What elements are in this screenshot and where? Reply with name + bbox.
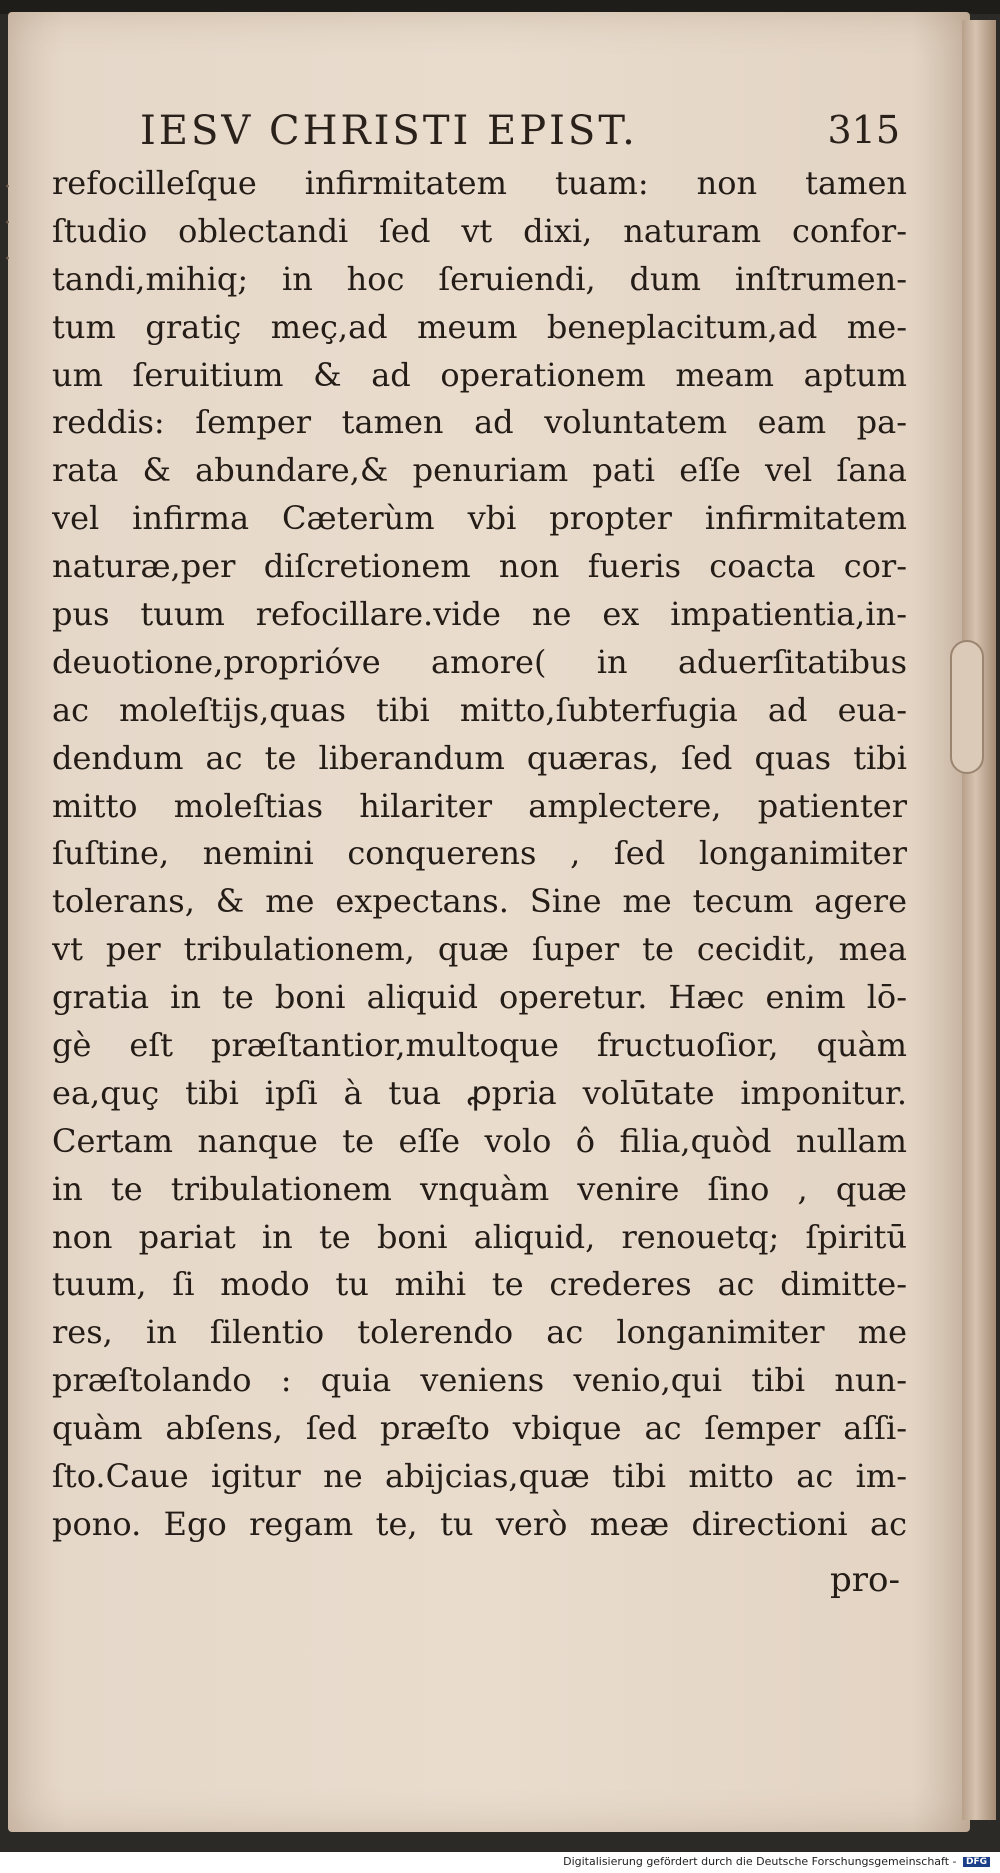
text-line: Certam nanque te eſſe volo ô filia,quòd nullam: [52, 1121, 907, 1160]
text-line: pono. Ego regam te, tu verò meæ directioni ac: [52, 1504, 907, 1543]
running-title: IESV CHRISTI EPIST.: [140, 108, 638, 154]
text-line: non pariat in te boni aliquid, renouetq; ſpiritū: [52, 1217, 907, 1256]
text-line: ſto.Caue igitur ne abijcias,quæ tibi mitto ac im-: [52, 1457, 907, 1496]
text-line: ſtudio oblectandi ſed vt dixi, naturam confor-: [52, 211, 907, 250]
text-line: naturæ,per diſcretionem non fueris coacta cor-: [52, 547, 907, 586]
body-text: [52, 160, 907, 1549]
text-line: refocilleſque infirmitatem tuam: non tamen: [52, 164, 907, 202]
text-line: res, in ſilentio tolerendo ac longanimiter me: [52, 1313, 907, 1352]
text-line: deuotione,proprióve amore( in aduerſitatibus: [52, 642, 907, 681]
text-line: tolerans, & me expectans. Sine me tecum agere: [52, 882, 907, 921]
text-line: dendum ac te liberandum quæras, ſed quas tibi: [52, 738, 907, 777]
text-line: in te tribulationem vnquàm venire ſino , quæ: [52, 1169, 907, 1208]
text-line: præſtolando : quia veniens venio,qui tibi nun-: [52, 1361, 907, 1400]
text-line: vel infirma Cæterùm vbi propter infirmitatem: [52, 499, 907, 538]
page-number: 315: [827, 108, 900, 152]
credit-text: Digitalisierung gefördert durch die Deutsche Forschungsgemeinschaft -: [563, 1855, 957, 1868]
text-line: gè eſt præſtantior,multoque fructuoſior, quàm: [52, 1026, 907, 1065]
text-line: tum gratiç meç,ad meum beneplacitum,ad me-: [52, 307, 907, 346]
text-line: ac moleſtijs,quas tibi mitto,ſubterfugia ad eua-: [52, 690, 907, 729]
text-line: tuum, ſi modo tu mihi te crederes ac dimitte-: [52, 1265, 907, 1304]
text-line: pus tuum refocillare.vide ne ex impatientia,in-: [52, 595, 907, 634]
text-line: tandi,mihiq; in hoc ſeruiendi, dum inſtrumen-: [52, 259, 907, 298]
catchword: pro-: [830, 1560, 900, 1600]
text-line: vt per tribulationem, quæ ſuper te cecidit, mea: [52, 930, 907, 969]
page-edge: [962, 20, 996, 1820]
page-tab-marker: [950, 640, 984, 774]
text-line: reddis: ſemper tamen ad voluntatem eam pa-: [52, 403, 907, 442]
text-line: mitto moleſtias hilariter amplectere, patienter: [52, 786, 907, 825]
margin-marks: · · ·: [4, 175, 11, 272]
dfg-logo: DFG: [963, 1857, 990, 1867]
text-line: rata & abundare,& penuriam pati eſſe vel ſana: [52, 451, 907, 490]
running-header: [140, 108, 900, 162]
digitization-credit: [563, 1855, 990, 1868]
text-line: ſuſtine, nemini conquerens , ſed longanimiter: [52, 834, 907, 873]
text-line: um ſeruitium & ad operationem meam aptum: [52, 355, 907, 394]
text-line: ea,quç tibi ipſi à tua ꝓpria volūtate imponitur.: [52, 1073, 907, 1112]
text-line: gratia in te boni aliquid operetur. Hæc enim lō-: [52, 978, 907, 1017]
text-line: quàm abſens, ſed præſto vbique ac ſemper aſſi-: [52, 1409, 907, 1448]
